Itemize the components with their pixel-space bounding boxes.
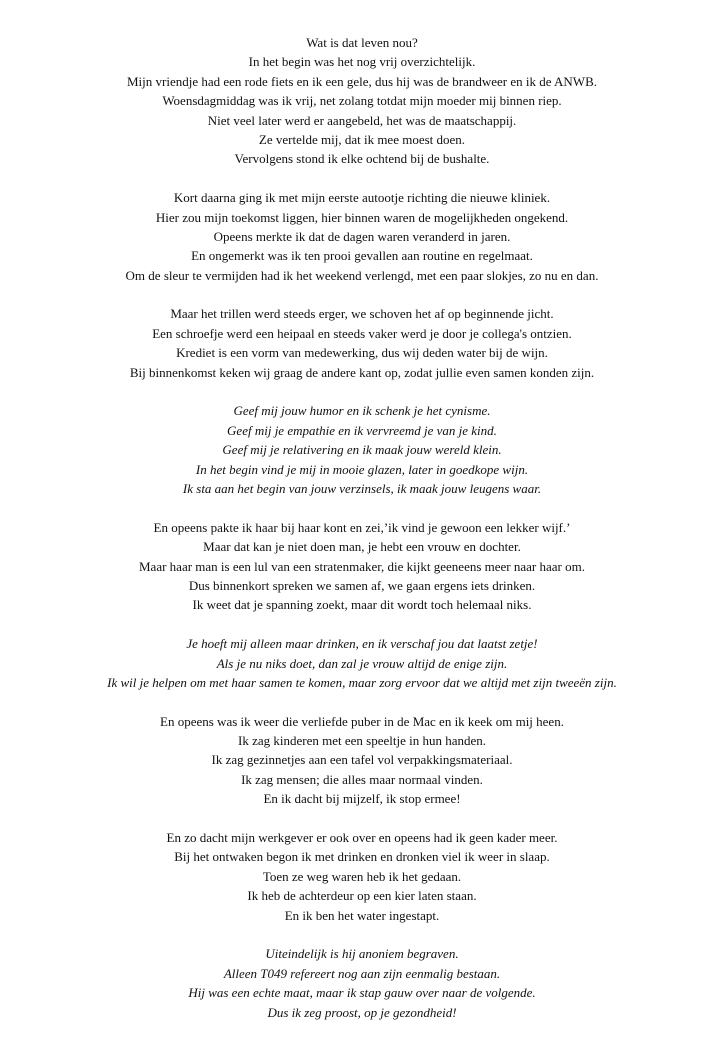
poem-line-italic: Dus ik zeg proost, op je gezondheid!	[267, 1004, 457, 1020]
poem-title-line: Wat is dat leven nou?	[306, 35, 418, 50]
poem-line: Ze vertelde mij, dat ik mee moest doen.	[258, 131, 466, 147]
poem-line-italic: Je hoeft mij alleen maar drinken, en ik verschaf jou dat laatst zetje!	[186, 636, 538, 652]
poem-line-italic: Geef mij je relativering en ik maak jouw wereld klein.	[222, 442, 502, 458]
poem-line: Ik zag kinderen met een speeltje in hun handen.	[238, 733, 486, 749]
poem-line-italic: Alleen T049 refereert nog aan zijn eenmalig bestaan.	[223, 965, 501, 981]
poem-line-italic: In het begin vind je mij in mooie glazen, later in goedkope wijn.	[195, 461, 529, 477]
stanza-6-refrain	[0, 634, 724, 692]
poem-line: Toen ze weg waren heb ik het gedaan.	[262, 868, 462, 884]
stanza-5	[0, 518, 724, 615]
poem-line: En ik dacht bij mijzelf, ik stop ermee!	[263, 791, 461, 807]
poem-line: En zo dacht mijn werkgever er ook over en opeens had ik geen kader meer.	[166, 830, 558, 846]
poem-line: Een schroefje werd een heipaal en steeds vaker werd je door je collega's ontzien.	[152, 325, 572, 341]
poem-line-italic: Ik sta aan het begin van jouw verzinsels, ik maak jouw leugens waar.	[182, 480, 542, 496]
stanza-9-epilogue	[0, 944, 724, 1022]
poem-line: Kort daarna ging ik met mijn eerste autootje richting die nieuwe kliniek.	[173, 190, 551, 206]
poem-line-italic: Ik wil je helpen om met haar samen te komen, maar zorg ervoor dat we altijd met zijn tweeën zijn.	[107, 674, 617, 690]
poem-line: En opeens was ik weer die verliefde puber in de Mac en ik keek om mij heen.	[160, 713, 564, 729]
poem-line: Ik weet dat je spanning zoekt, maar dit wordt toch helemaal niks.	[192, 597, 532, 613]
poem-line: Dus binnenkort spreken we samen af, we gaan ergens iets drinken.	[188, 577, 536, 593]
poem-line: Hier zou mijn toekomst liggen, hier binnen waren de mogelijkheden ongekend.	[155, 209, 569, 225]
poem-line-italic: Hij was een echte maat, maar ik stap gauw over naar de volgende.	[188, 985, 536, 1001]
poem-line-italic: Geef mij jouw humor en ik schenk je het cynisme.	[233, 403, 491, 419]
poem-line: Maar haar man is een lul van een stratenmaker, die kijkt geeneens meer naar haar om.	[139, 558, 585, 574]
poem-line: Vervolgens stond ik elke ochtend bij de bushalte.	[234, 151, 490, 167]
poem-line: In het begin was het nog vrij overzichtelijk.	[248, 54, 476, 70]
stanza-4-refrain	[0, 401, 724, 498]
poem-line: Maar dat kan je niet doen man, je hebt een vrouw en dochter.	[203, 539, 521, 555]
poem-line: En opeens pakte ik haar bij haar kont en zei,’ik vind je gewoon een lekker wijf.’	[153, 519, 571, 535]
poem-line: En ongemerkt was ik ten prooi gevallen aan routine en regelmaat.	[191, 248, 533, 264]
poem-page	[0, 33, 724, 1041]
poem-line: Opeens merkte ik dat de dagen waren veranderd in jaren.	[213, 228, 511, 244]
stanza-8	[0, 828, 724, 925]
stanza-3	[0, 304, 724, 382]
poem-line: Niet veel later werd er aangebeld, het was de maatschappij.	[207, 112, 517, 128]
poem-line: Ik zag gezinnetjes aan een tafel vol verpakkingsmateriaal.	[211, 752, 513, 768]
poem-line: En ik ben het water ingestapt.	[284, 907, 440, 923]
poem-line-italic: Geef mij je empathie en ik vervreemd je van je kind.	[227, 422, 497, 438]
poem-line: Ik zag mensen; die alles maar normaal vinden.	[241, 771, 483, 787]
poem-line: Bij het ontwaken begon ik met drinken en dronken viel ik weer in slaap.	[174, 849, 550, 865]
poem-line: Ik heb de achterdeur op een kier laten staan.	[247, 888, 477, 904]
poem-line: Mijn vriendje had een rode fiets en ik een gele, dus hij was de brandweer en ik de ANWB.	[126, 73, 598, 89]
poem-line: Maar het trillen werd steeds erger, we schoven het af op beginnende jicht.	[170, 306, 554, 322]
stanza-2	[0, 188, 724, 285]
stanza-7	[0, 712, 724, 809]
poem-line: Woensdagmiddag was ik vrij, net zolang totdat mijn moeder mij binnen riep.	[162, 93, 562, 109]
poem-line-italic: Als je nu niks doet, dan zal je vrouw altijd de enige zijn.	[216, 655, 508, 671]
poem-line: Bij binnenkomst keken wij graag de andere kant op, zodat jullie even samen konden zijn.	[129, 364, 595, 380]
poem-line-italic: Uiteindelijk is hij anoniem begraven.	[265, 946, 459, 962]
stanza-1	[0, 33, 724, 169]
poem-line: Om de sleur te vermijden had ik het weekend verlengd, met een paar slokjes, zo nu en dan.	[125, 267, 599, 283]
poem-line: Krediet is een vorm van medewerking, dus wij deden water bij de wijn.	[176, 345, 548, 361]
